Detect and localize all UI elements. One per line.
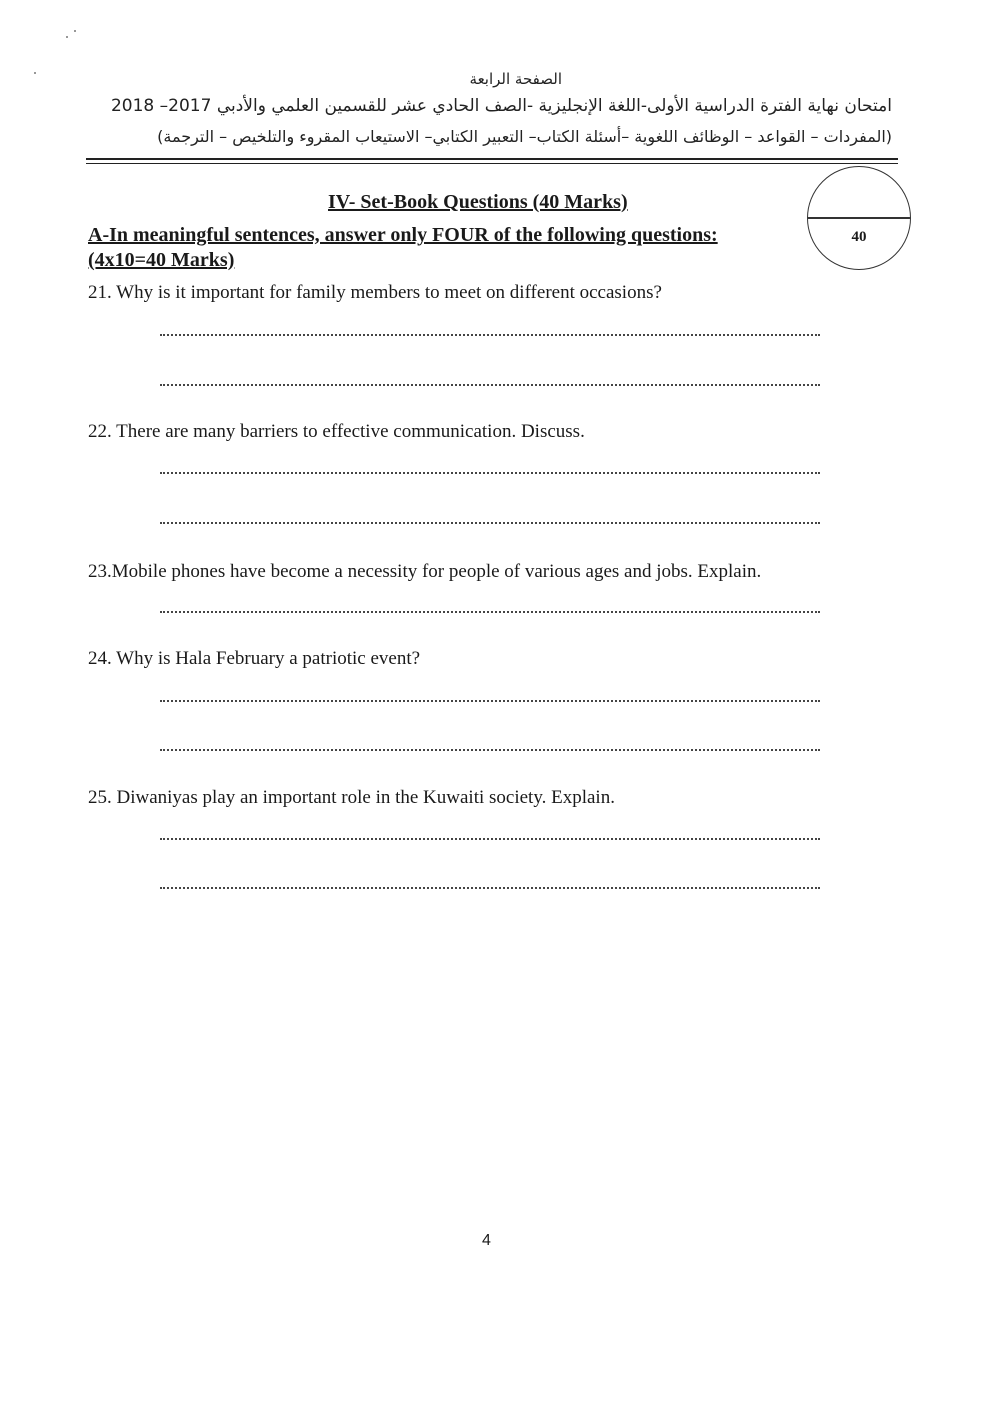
answer-line[interactable] [160,472,820,474]
answer-line[interactable] [160,611,820,613]
header-rule [86,158,898,160]
page-heading: الصفحة الرابعة [469,70,562,88]
question-25: 25. Diwaniyas play an important role in the Kuwaiti society. Explain. [88,787,615,808]
page-number: 4 [482,1232,491,1249]
score-total: 40 [851,229,867,245]
answer-line[interactable] [160,522,820,524]
scan-speck [34,72,36,74]
exam-subtitle: (المفردات – القواعد – الوظائف اللغوية –أسئلة الكتاب– التعبير الكتابي– الاستيعاب المقروء والتلخيص – الترجمة) [157,127,892,146]
section-title: IV- Set-Book Questions (40 Marks) [328,191,628,213]
section-instruction: A-In meaningful sentences, answer only FOUR of the following questions: [88,224,718,246]
section-marks: (4x10=40 Marks) [88,249,235,271]
scan-speck [74,30,76,32]
question-22: 22. There are many barriers to effective communication. Discuss. [88,421,585,442]
header-rule [86,163,898,164]
question-23: 23.Mobile phones have become a necessity for people of various ages and jobs. Explain. [88,561,762,582]
answer-line[interactable] [160,700,820,702]
question-21: 21. Why is it important for family members to meet on different occasions? [88,282,662,303]
score-circle[interactable] [807,166,911,270]
question-24: 24. Why is Hala February a patriotic event? [88,648,421,669]
answer-line[interactable] [160,334,820,336]
answer-line[interactable] [160,838,820,840]
exam-title: امتحان نهاية الفترة الدراسية الأولى-اللغة الإنجليزية -الصف الحادي عشر للقسمين العلمي والأدبي 2017– 2018 [110,96,892,116]
score-divider [808,217,910,219]
answer-line[interactable] [160,887,820,889]
answer-line[interactable] [160,749,820,751]
scan-speck [66,36,68,38]
answer-line[interactable] [160,384,820,386]
